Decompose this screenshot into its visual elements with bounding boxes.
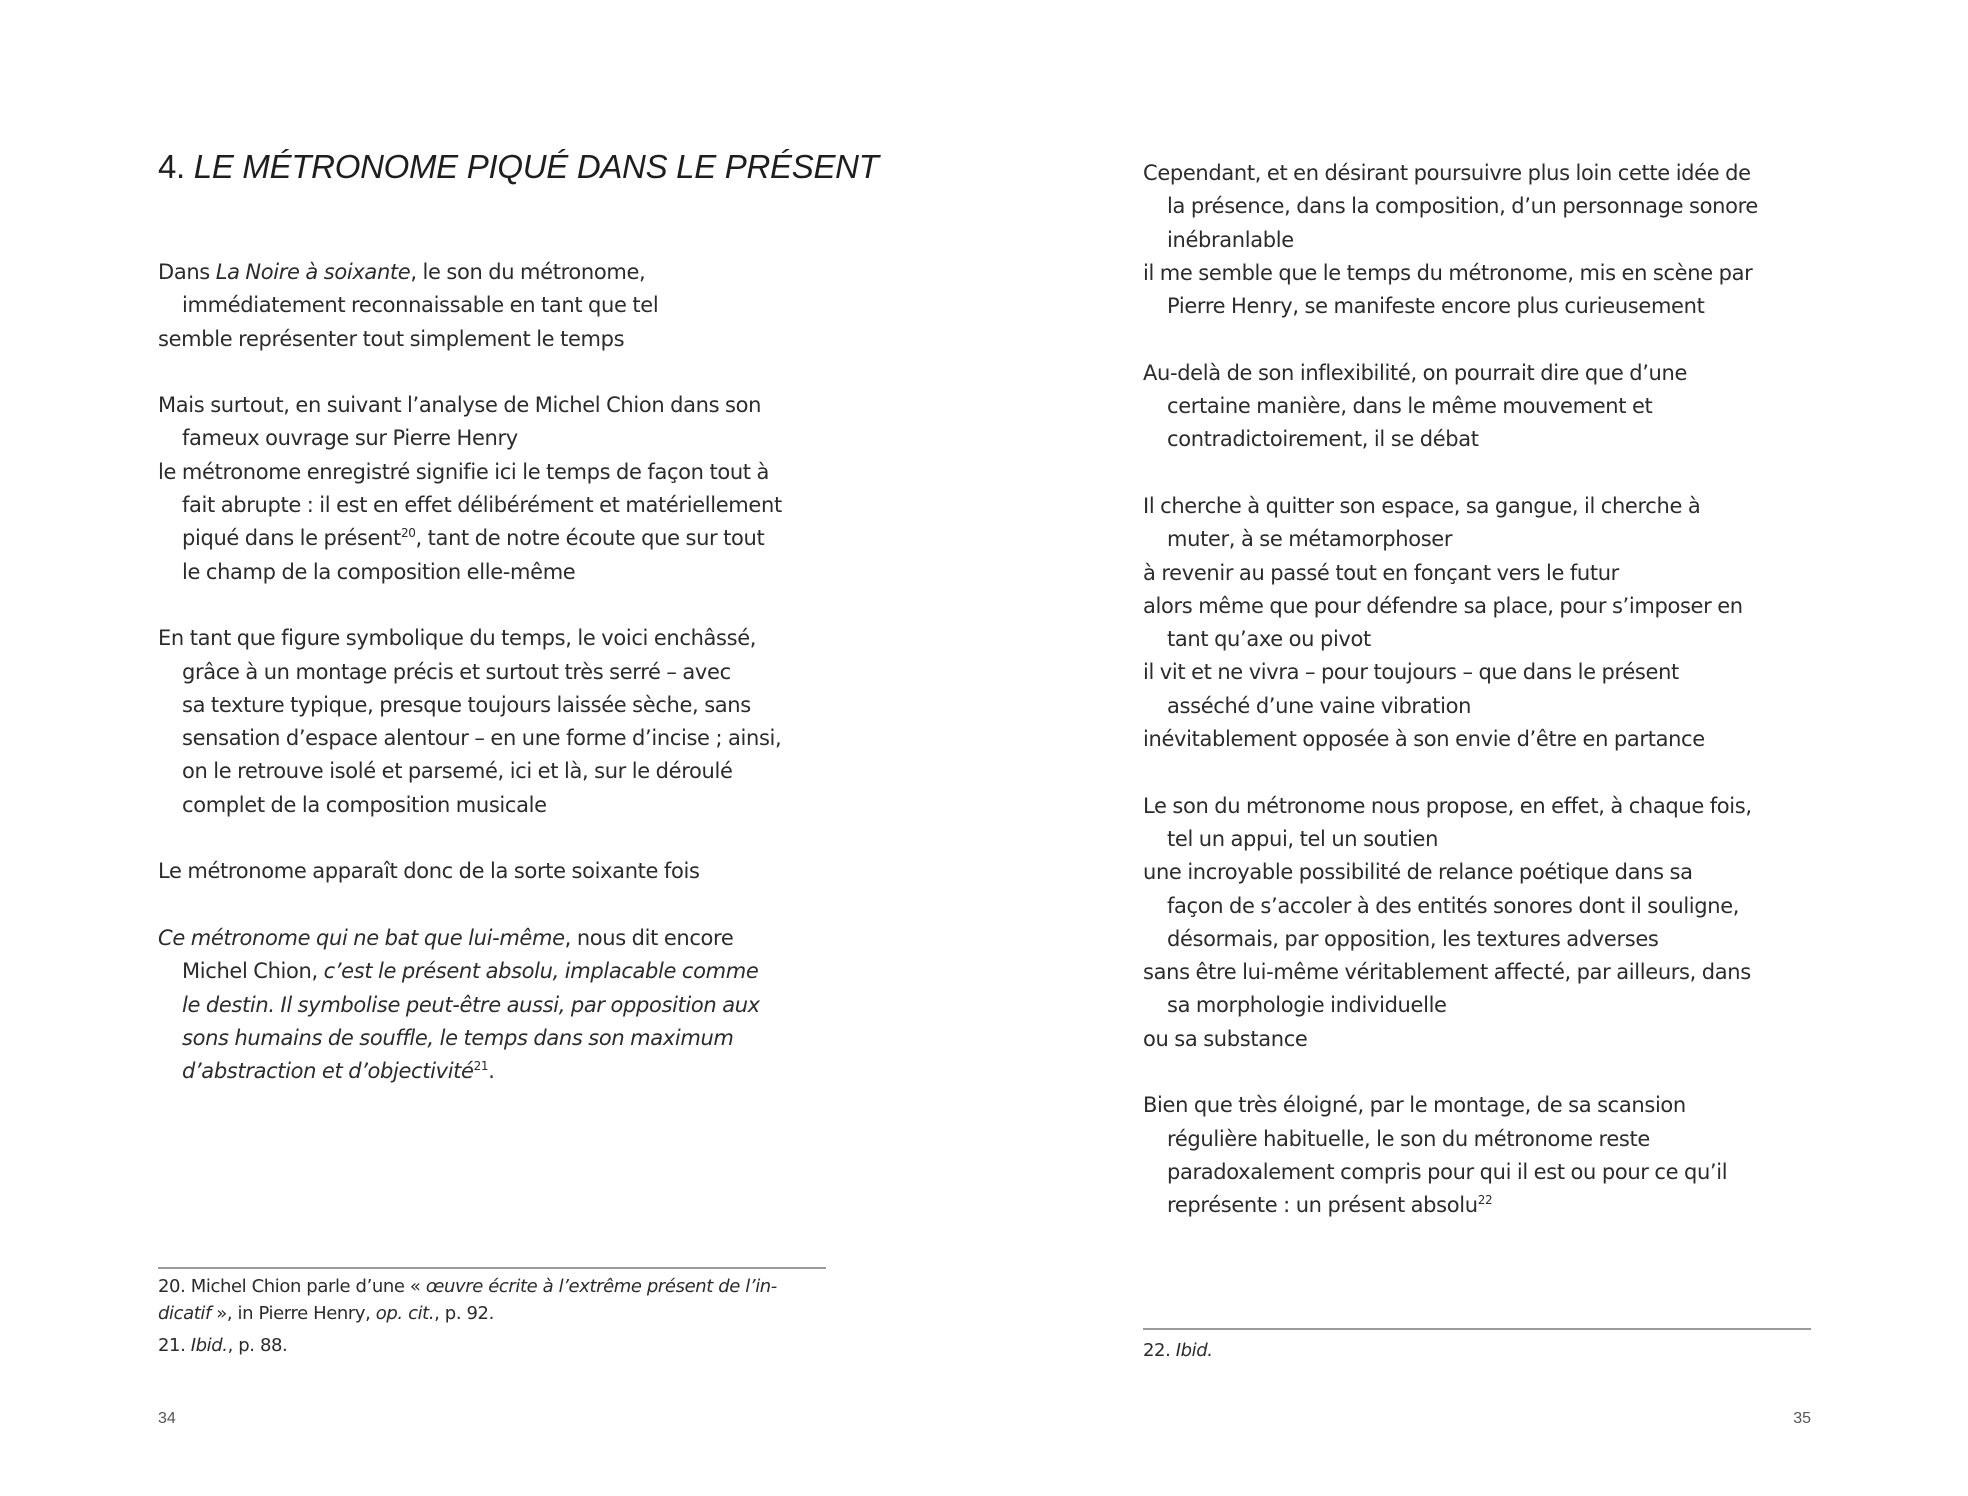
- text-line: on le retrouve isolé et parsemé, ici et là, sur le déroulé: [182, 759, 733, 784]
- text-line: représente : un présent absolu$^{22}$: [1167, 1193, 1493, 1218]
- footnote-20: 20. Michel Chion parle d’une « œuvre écrite à l’extrême présent de l’in- dicatif », in Pierre Henry, op. cit., p. 92.: [158, 1276, 777, 1324]
- text-line: Cependant, et en désirant poursuivre plus loin cette idée de: [1143, 161, 1751, 185]
- footnote-22: 22. Ibid.: [1143, 1340, 1213, 1361]
- text-line: le champ de la composition elle-même: [182, 559, 576, 584]
- text-line: grâce à un montage précis et surtout très serré – avec: [182, 659, 731, 684]
- text-line: sans être lui-même véritablement affecté, par ailleurs, dans: [1143, 960, 1751, 985]
- text-line: piqué dans le présent$^{20}$, tant de notre écoute que sur tout: [182, 526, 765, 551]
- right-body-text: [1143, 157, 1833, 1256]
- footnote-ref-21[interactable]: 21: [473, 1059, 489, 1074]
- text-line: il vit et ne vivra – pour toujours – que dans le présent: [1143, 660, 1679, 685]
- paragraph: [158, 855, 848, 888]
- text-line: Le son du métronome nous propose, en effet, à chaque fois,: [1143, 793, 1752, 818]
- text-line: Mais surtout, en suivant l’analyse de Michel Chion dans son: [158, 393, 762, 418]
- text-line: asséché d’une vaine vibration: [1167, 693, 1472, 718]
- text-line: semble représenter tout simplement le temps: [158, 326, 625, 351]
- paragraph: [1143, 490, 1833, 756]
- footnote-divider: [158, 1267, 826, 1269]
- paragraph: [1143, 357, 1833, 457]
- chapter-number: 4.: [158, 148, 194, 185]
- text-line: régulière habituelle, le son du métronome reste: [1167, 1126, 1650, 1151]
- paragraph: [1143, 1089, 1833, 1222]
- quote-paragraph: [158, 922, 848, 1088]
- text-line: Ce métronome qui ne bat que lui-même, nous dit encore: [158, 925, 734, 950]
- right-page: [1143, 0, 1813, 1496]
- text-line: ou sa substance: [1143, 1026, 1308, 1051]
- paragraph: [158, 622, 848, 822]
- left-footnotes: [158, 1273, 848, 1364]
- text-line: contradictoirement, il se débat: [1167, 427, 1479, 452]
- text-line: inévitablement opposée à son envie d’être en partance: [1143, 727, 1705, 752]
- text-line: sa texture typique, presque toujours laissée sèche, sans: [182, 692, 751, 717]
- text-line: immédiatement reconnaissable en tant que tel: [182, 293, 659, 318]
- paragraph: [158, 389, 848, 589]
- text-line: paradoxalement compris pour qui il est ou pour ce qu’il: [1167, 1159, 1728, 1184]
- footnote-21: 21. Ibid., p. 88.: [158, 1335, 288, 1356]
- work-title: La Noire à soixante: [215, 260, 411, 284]
- paragraph: [1143, 790, 1833, 1056]
- text-line: complet de la composition musicale: [182, 792, 547, 817]
- paragraph: [158, 256, 848, 356]
- left-body-text: [158, 256, 848, 1122]
- text-line: façon de s’accoler à des entités sonores dont il souligne,: [1167, 893, 1740, 918]
- text-line: sensation d’espace alentour – en une forme d’incise ; ainsi,: [182, 726, 782, 751]
- text-line: tel un appui, tel un soutien: [1167, 826, 1439, 851]
- text-line: sons humains de souffle, le temps dans son maximum: [182, 1025, 734, 1050]
- text-line: En tant que figure symbolique du temps, le voici enchâssé,: [158, 626, 757, 651]
- text-line: désormais, par opposition, les textures adverses: [1167, 926, 1659, 951]
- text-line: Le métronome apparaît donc de la sorte soixante fois: [158, 859, 700, 884]
- page-number-right: 35: [1793, 1410, 1811, 1427]
- text-line: Au-delà de son inflexibilité, on pourrait dire que d’une: [1143, 360, 1688, 385]
- text-line: le métronome enregistré signifie ici le temps de façon tout à: [158, 459, 770, 484]
- text-line: le destin. Il symbolise peut-être aussi, par opposition aux: [182, 992, 760, 1017]
- text-line: alors même que pour défendre sa place, pour s’imposer en: [1143, 593, 1743, 618]
- text-line: tant qu’axe ou pivot: [1167, 627, 1371, 652]
- page-number-left: 34: [158, 1410, 176, 1427]
- footnote-divider: [1143, 1328, 1811, 1330]
- footnote-ref-20[interactable]: 20: [400, 526, 416, 541]
- text-line: Pierre Henry, se manifeste encore plus curieusement: [1167, 294, 1705, 319]
- paragraph: [1143, 157, 1833, 323]
- text-line: sa morphologie individuelle: [1167, 993, 1447, 1018]
- text-line: la présence, dans la composition, d’un personnage sonore: [1167, 194, 1758, 219]
- chapter-heading: [158, 148, 879, 186]
- text-line: Il cherche à quitter son espace, sa gangue, il cherche à: [1143, 493, 1701, 518]
- text-line: Michel Chion, c’est le présent absolu, implacable comme: [182, 959, 759, 984]
- text-line: certaine manière, dans le même mouvement et: [1167, 394, 1653, 419]
- text-line: Dans La Noire à soixante, le son du métronome,: [158, 260, 646, 284]
- text-line: il me semble que le temps du métronome, mis en scène par: [1143, 260, 1753, 285]
- text-line: d’abstraction et d’objectivité$^{21}$.: [182, 1059, 495, 1084]
- right-footnotes: [1143, 1337, 1833, 1369]
- text-line: une incroyable possibilité de relance poétique dans sa: [1143, 860, 1693, 885]
- chapter-title: LE MÉTRONOME PIQUÉ DANS LE PRÉSENT: [193, 148, 879, 185]
- text-line: fameux ouvrage sur Pierre Henry: [182, 426, 518, 451]
- text-line: à revenir au passé tout en fonçant vers le futur: [1143, 560, 1619, 585]
- text-line: fait abrupte : il est en effet délibérément et matériellement: [182, 493, 782, 518]
- text-line: muter, à se métamorphoser: [1167, 527, 1453, 552]
- text-line: inébranlable: [1167, 227, 1294, 252]
- left-page: [158, 0, 879, 1496]
- footnote-ref-22[interactable]: 22: [1477, 1193, 1493, 1208]
- text-line: Bien que très éloigné, par le montage, de sa scansion: [1143, 1093, 1686, 1118]
